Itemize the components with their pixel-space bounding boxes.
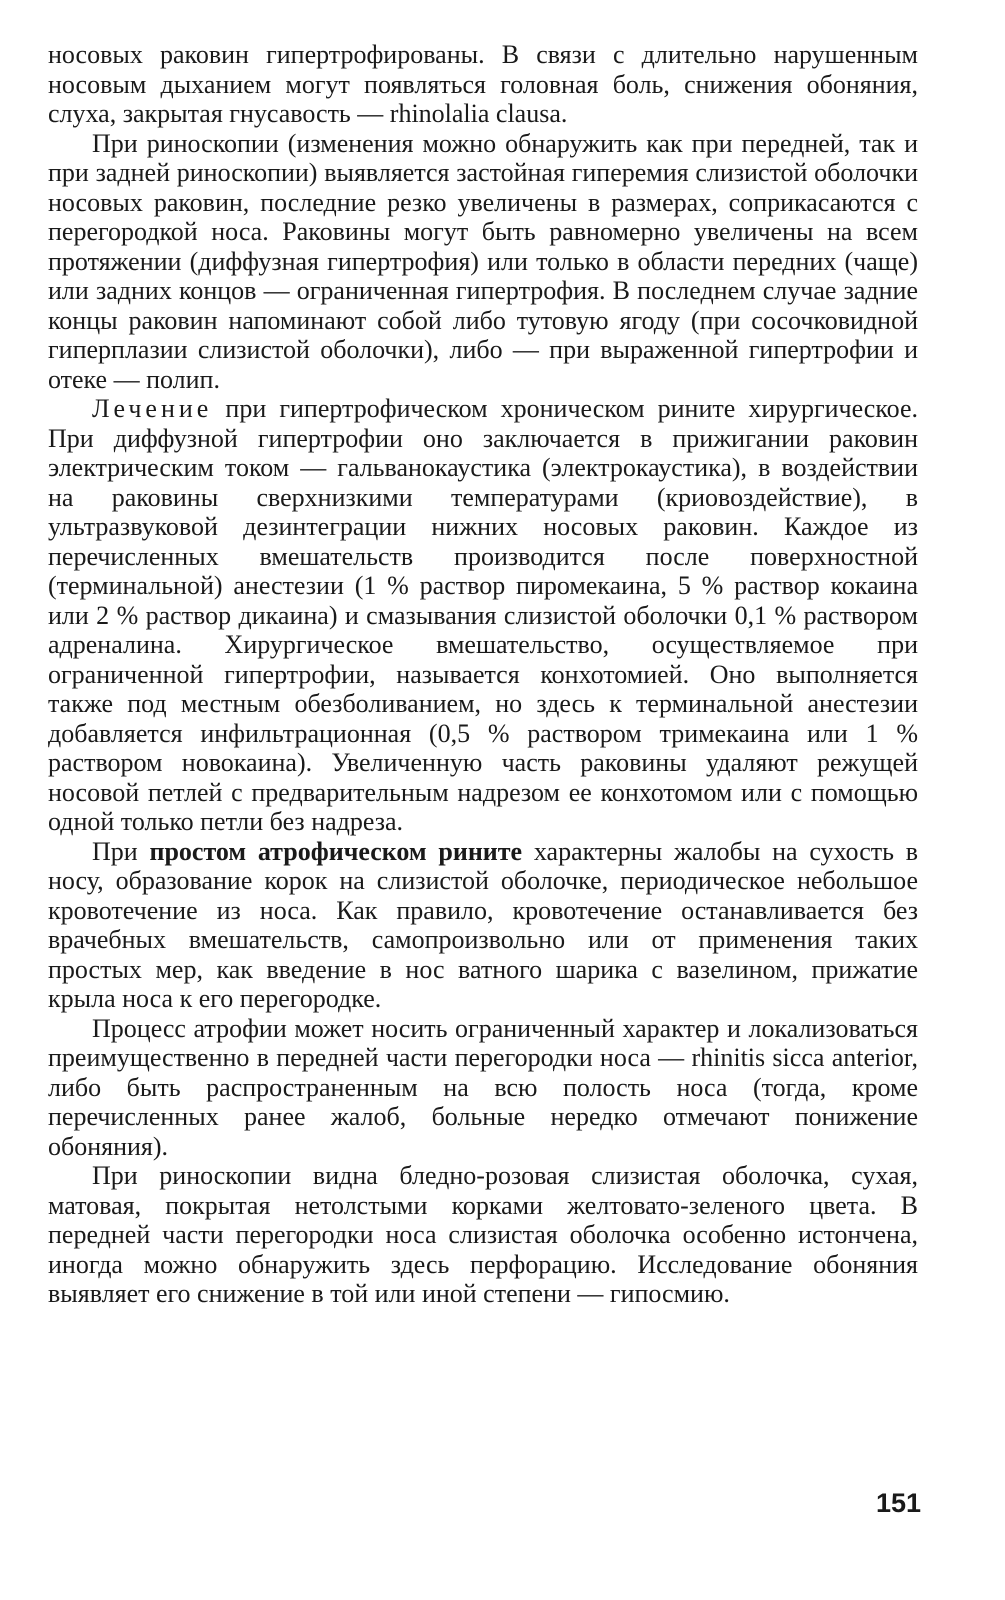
paragraph-4-bold-term: простом атрофическом рините xyxy=(149,836,523,866)
page-number: 151 xyxy=(875,1488,921,1518)
page-body xyxy=(48,40,918,1309)
paragraph-2-text: При риноскопии (изменения можно обнаружить как при передней, так и при задней риноскопии) выявляется застойная гиперемия слизистой оболочки носовых раковин, последние резко увеличены в размерах, соприкасаются с перегородкой носа. Раковины могут быть равномерно увеличены на всем протяжении (диффузная гипертрофия) или только в области передних (чаще) или задних концов — ограниченная гипертрофия. В последнем случае задние концы раковин напоминают собой либо тутовую ягоду (при сосочковидной гиперплазии слизистой оболочки), либо — при выраженной гипертрофии и отеке — полип. xyxy=(48,128,918,394)
paragraph-4 xyxy=(48,837,918,1014)
paragraph-5 xyxy=(48,1014,918,1162)
paragraph-3-text: при гипертрофическом хроническом рините хирургическое. При диффузной гипертрофии оно заключается в прижигании раковин электрическим током — гальванокаустика (электрокаустика), в воздействии на раковины сверхнизкими температурами (криовоздействие), в ультразвуковой дезинтеграции нижних носовых раковин. Каждое из перечисленных вмешательств производится после поверхностной (терминальной) анестезии (1 % раствор пиромекаина, 5 % раствор кокаина или 2 % раствор дикаина) и смазывания слизистой оболочки 0,1 % раствором адреналина. Хирургическое вмешательство, осуществляемое при ограниченной гипертрофии, называется конхотомией. Оно выполняется также под местным обезболиванием, но здесь к терминальной анестезии добавляется инфильтрационная (0,5 % раствором тримекаина или 1 % раствором новокаина). Увеличенную часть раковины удаляют режущей носовой петлей с предварительным надрезом ее конхотомом или с помощью одной только петли без надреза. xyxy=(48,394,918,836)
paragraph-4-before: При xyxy=(92,836,150,866)
paragraph-2 xyxy=(48,129,918,395)
paragraph-5-text: Процесс атрофии может носить ограниченный характер и локализоваться преимущественно в передней части перегородки носа — rhinitis sicca anterior, либо быть распространенным на всю полость носа (тогда, кроме перечисленных ранее жалоб, больные нередко отмечают понижение обоняния). xyxy=(48,1013,918,1161)
paragraph-6 xyxy=(48,1161,918,1309)
paragraph-1 xyxy=(48,40,918,129)
paragraph-3-lead: Лечение xyxy=(92,394,213,423)
paragraph-4-text: характерны жалобы на сухость в носу, образование корок на слизистой оболочке, периодическое небольшое кровотечение из носа. Как правило, кровотечение останавливается без врачебных вмешательств, самопроизвольно или от применения таких простых мер, как введение в нос ватного шарика с вазелином, прижатие крыла носа к его перегородке. xyxy=(48,836,918,1013)
paragraph-1-text: носовых раковин гипертрофированы. В связи с длительно нарушенным носовым дыханием могут появляться головная боль, снижения обоняния, слуха, закрытая гнусавость — rhinolalia clausa. xyxy=(48,40,918,128)
paragraph-6-text: При риноскопии видна бледно-розовая слизистая оболочка, сухая, матовая, покрытая нетолстыми корками желтовато-зеленого цвета. В передней части перегородки носа слизистая оболочка особенно истончена, иногда можно обнаружить здесь перфорацию. Исследование обоняния выявляет его снижение в той или иной степени — гипосмию. xyxy=(48,1161,918,1308)
paragraph-3 xyxy=(48,394,918,837)
